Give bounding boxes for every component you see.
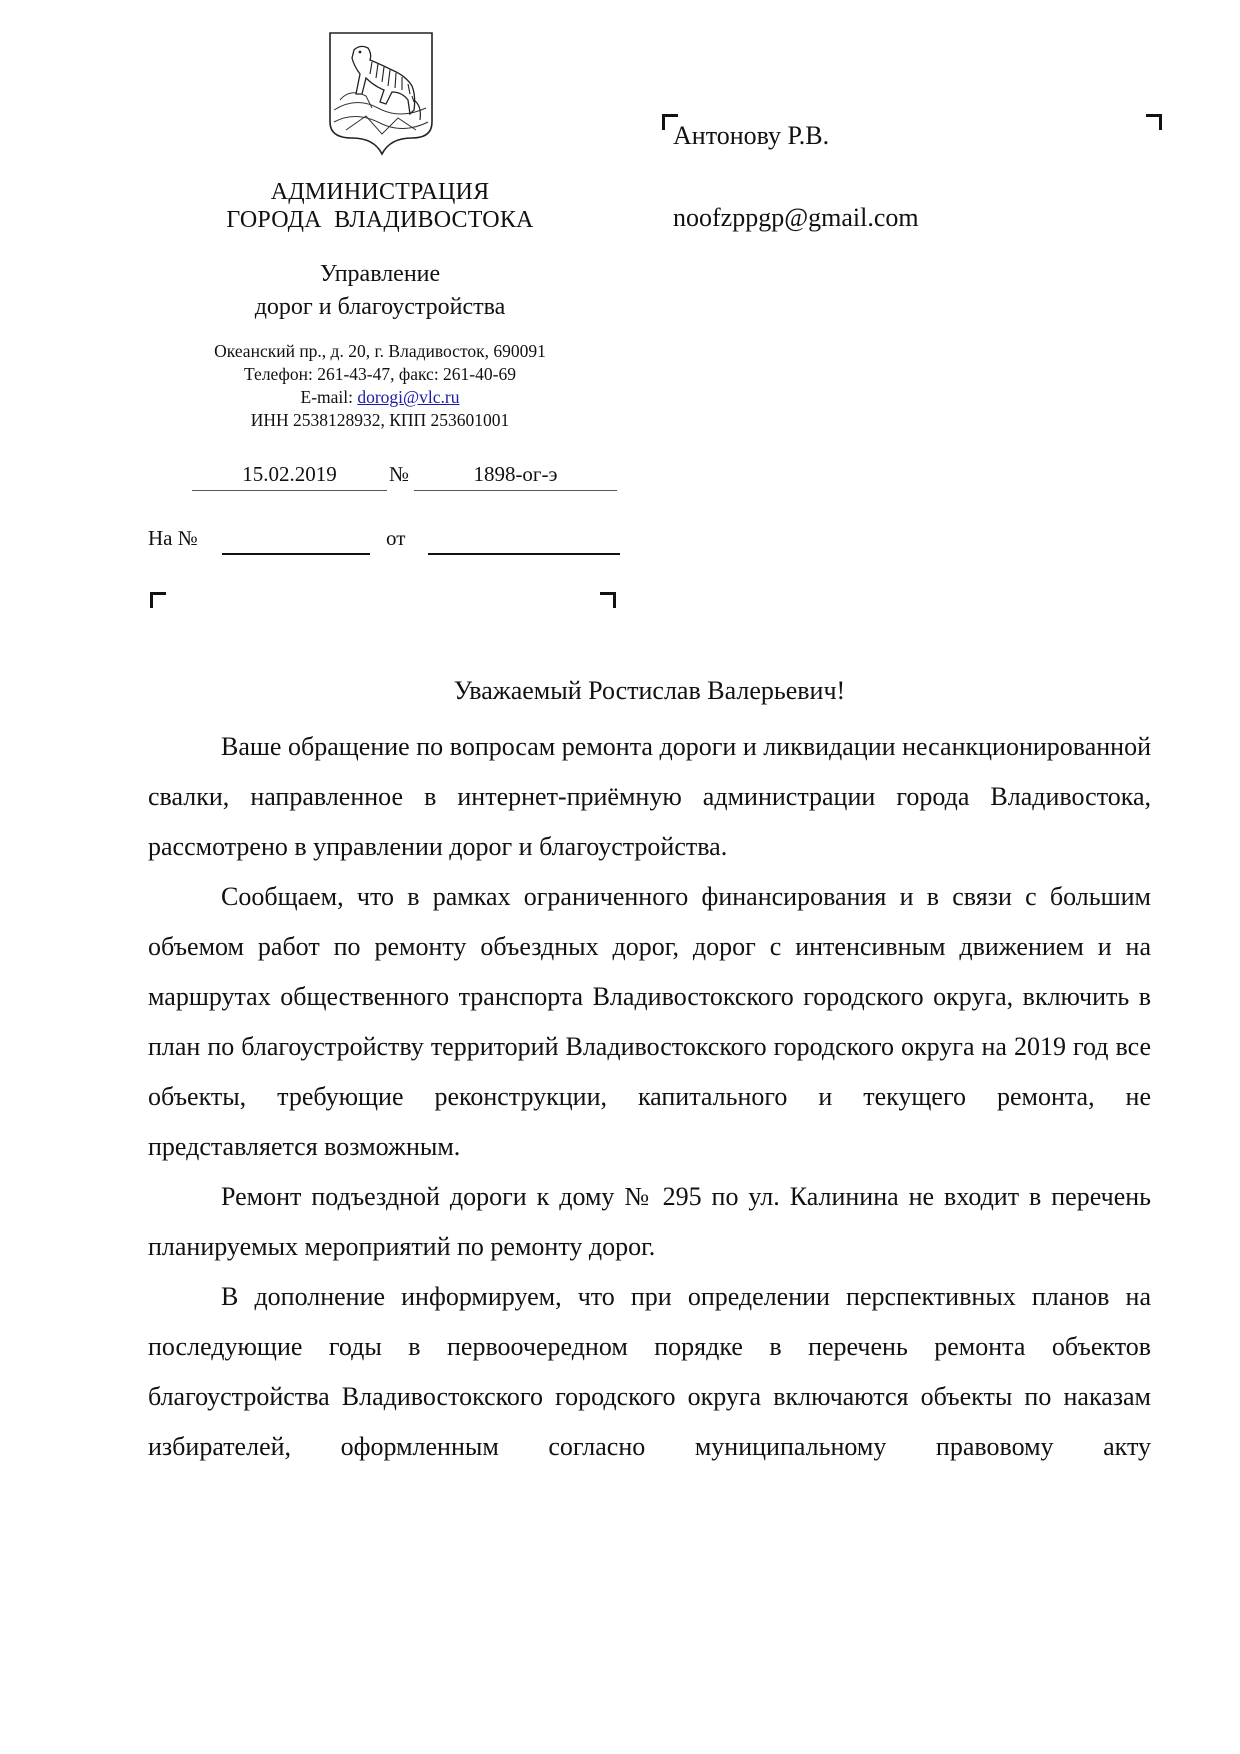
email-line: [160, 386, 600, 409]
email-label: E-mail:: [300, 387, 358, 407]
org-line-2: ГОРОДА ВЛАДИВОСТОКА: [226, 207, 534, 233]
address: Океанский пр., д. 20, г. Владивосток, 690091: [214, 341, 546, 361]
letter-body: [148, 722, 1151, 1472]
tiger-emblem-icon: [326, 30, 438, 160]
body-paragraph-1: Ваше обращение по вопросам ремонта дороги и ликвидации несанкционированной свалки, направленное в интернет-приёмную администрации города Владивостока, рассмотрено в управлении дорог и благоустройства.: [148, 732, 1151, 861]
subject-corner-mark-top-right: [600, 592, 616, 608]
body-paragraph-2: Сообщаем, что в рамках ограниченного финансирования и в связи с большим объемом работ по ремонту объездных дорог, дорог с интенсивным движением и на маршрутах общественного транспорта Владивостокского городского округа, включить в план по благоустройству территорий Владивостокского городского округа на 2019 год все объекты, требующие реконструкции, капитального и текущего ремонта, не представляется возможным.: [148, 882, 1151, 1161]
org-line-1: АДМИНИСТРАЦИЯ: [270, 179, 490, 205]
subject-corner-mark-top-left: [150, 592, 166, 608]
body-paragraph-4: В дополнение информируем, что при определении перспективных планов на последующие годы в первоочередном порядке в перечень ремонта объектов благоустройства Владивостокского городского округа включаются объекты по наказам избирателей, оформленным согласно муниципальному правовому акту: [148, 1282, 1151, 1461]
reply-from-label: от: [386, 526, 406, 550]
registration-date-field: [192, 462, 387, 491]
recipient-corner-mark-top-right: [1146, 114, 1162, 130]
reply-date-field: [428, 553, 620, 555]
org-email-link[interactable]: dorogi@vlc.ru: [357, 387, 460, 407]
registration-number-field: [414, 462, 617, 491]
department-name: [160, 258, 600, 324]
reply-number-label: На №: [148, 526, 198, 550]
number-sign: №: [389, 462, 410, 486]
registration-date: 15.02.2019: [242, 462, 337, 486]
coat-of-arms-emblem: [326, 30, 438, 160]
recipient-name: Антонову Р.В.: [673, 121, 830, 150]
greeting: Уважаемый Ростислав Валерьевич!: [453, 676, 846, 705]
organization-name: [160, 178, 600, 234]
dept-line-2: дорог и благоустройства: [254, 294, 506, 320]
body-paragraph-3: Ремонт подъездной дороги к дому № 295 по ул. Калинина не входит в перечень планируемых мероприятий по ремонту дорог.: [148, 1182, 1151, 1261]
dept-line-1: Управление: [319, 261, 441, 287]
recipient-email: noofzppgp@gmail.com: [673, 203, 919, 232]
tax-ids: ИНН 2538128932, КПП 253601001: [250, 410, 510, 430]
reply-number-field: [222, 553, 370, 555]
contact-block: [160, 340, 600, 432]
registration-number: 1898-ог-э: [473, 462, 558, 486]
reply-to-line: [148, 526, 628, 556]
phone-fax: Телефон: 261-43-47, факс: 261-40-69: [244, 364, 516, 384]
